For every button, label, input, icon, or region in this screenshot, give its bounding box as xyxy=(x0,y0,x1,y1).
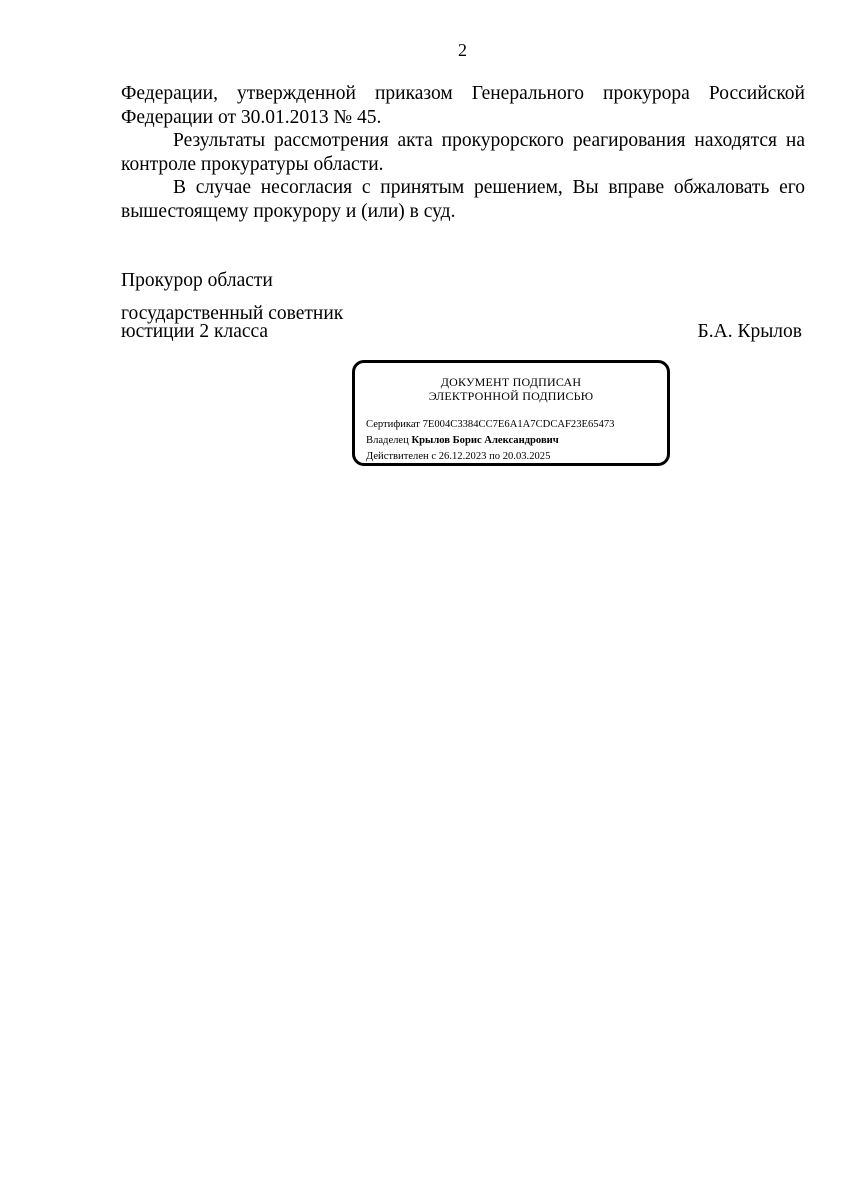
stamp-validity-line xyxy=(366,449,614,465)
valid-to-label: по xyxy=(489,451,501,462)
signer-rank xyxy=(121,305,343,341)
valid-to: 20.03.2025 xyxy=(502,451,551,462)
stamp-owner-line xyxy=(366,433,614,449)
valid-from-label: с xyxy=(431,451,437,462)
signer-rank-line-1: государственный советник xyxy=(121,303,344,324)
page-number: 2 xyxy=(458,40,467,60)
owner-value: Крылов Борис Александрович xyxy=(411,435,559,446)
valid-from: 26.12.2023 xyxy=(438,451,487,462)
paragraph-appeal: В случае несогласия с принятым решением, Вы вправе обжаловать его вышестоящему прокурору и (или) в суд. xyxy=(121,177,805,222)
signer-position: Прокурор области xyxy=(121,270,273,291)
certificate-label: Сертификат xyxy=(366,419,420,430)
signer-rank-line-2: юстиции 2 класса xyxy=(121,321,269,342)
paragraph-control: Результаты рассмотрения акта прокурорского реагирования находятся на контроле прокуратуры области. xyxy=(121,130,805,175)
owner-label: Владелец xyxy=(366,435,409,446)
stamp-certificate-line xyxy=(366,417,614,433)
paragraph-continuation: Федерации, утвержденной приказом Генерального прокурора Российской Федерации от 30.01.2013 № 45. xyxy=(121,83,805,128)
e-signature-stamp xyxy=(352,360,670,466)
stamp-header-line-2: ЭЛЕКТРОННОЙ ПОДПИСЬЮ xyxy=(428,389,594,403)
certificate-value: 7E004C3384CC7E6A1A7CDCAF23E65473 xyxy=(422,419,615,430)
body-text xyxy=(121,82,805,223)
signer-name: Б.А. Крылов xyxy=(697,321,802,342)
stamp-header xyxy=(355,375,667,403)
valid-label: Действителен xyxy=(366,451,429,462)
stamp-details xyxy=(366,417,614,465)
stamp-header-line-1: ДОКУМЕНТ ПОДПИСАН xyxy=(440,375,582,389)
